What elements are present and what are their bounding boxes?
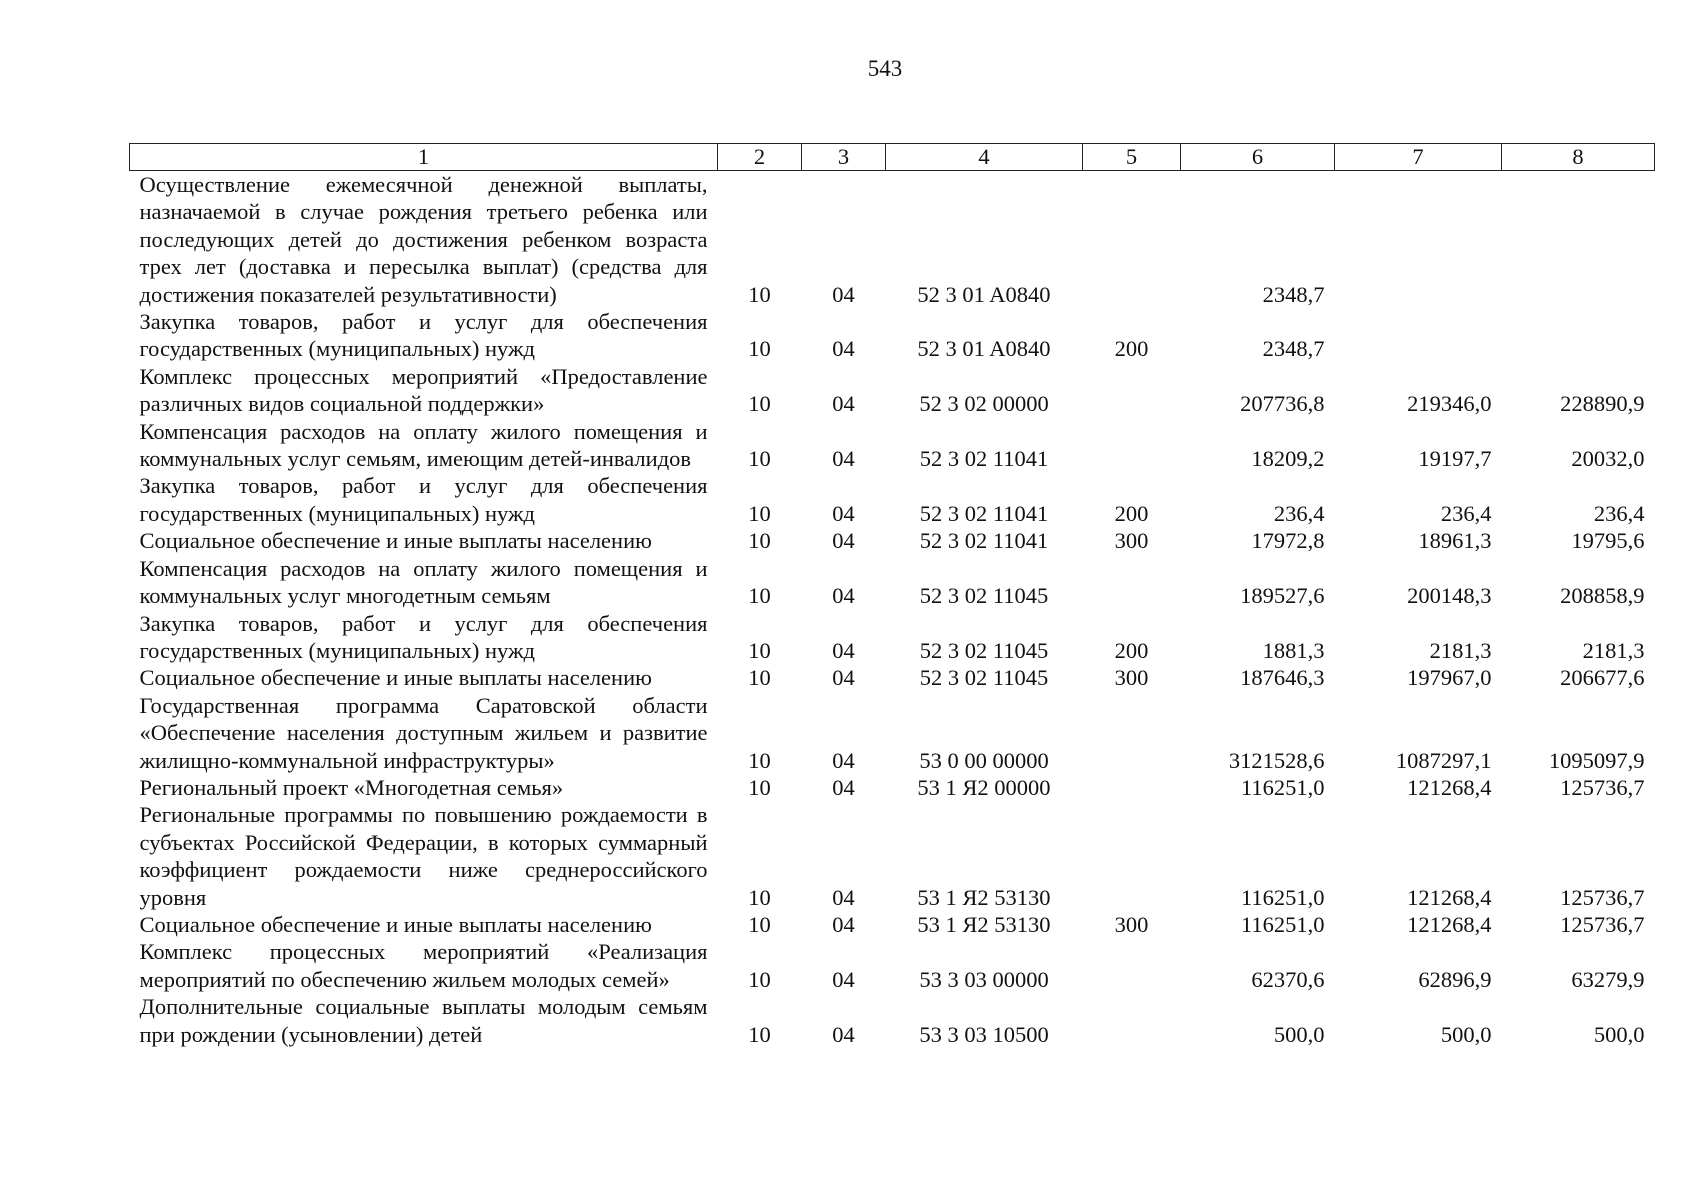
amount-cell-col6: 207736,8 (1240, 391, 1325, 417)
expense-type-cell (1083, 555, 1181, 610)
target-article-cell: 52 3 02 11041 (919, 528, 1049, 554)
row-name-cell: Компенсация расходов на оплату жилого помещения и коммунальных услуг многодетным семьям (139, 555, 708, 609)
amount-cell-col6: 116251,0 (1240, 911, 1325, 937)
subsection-code-cell: 04 (832, 391, 855, 417)
amount-cell-col6: 3121528,6 (1228, 747, 1325, 773)
section-code-cell: 10 (748, 637, 771, 663)
amount-cell-col6: 189527,6 (1240, 583, 1325, 609)
amount-cell-col7: 236,4 (1440, 500, 1492, 526)
amount-cell-col8: 20032,0 (1571, 446, 1645, 472)
amount-cell-col8: 2181,3 (1582, 637, 1645, 663)
expense-type-cell: 300 (1114, 528, 1149, 554)
expense-type-cell (1083, 692, 1181, 774)
section-code-cell: 10 (748, 747, 771, 773)
table-row (130, 610, 1655, 665)
target-article-cell: 52 3 01 A0840 (917, 336, 1051, 362)
table-row (130, 911, 1655, 938)
table-row (130, 527, 1655, 554)
expense-type-cell: 200 (1114, 500, 1149, 526)
target-article-cell: 53 3 03 00000 (919, 966, 1049, 992)
column-header: 2 (718, 144, 802, 171)
section-code-cell: 10 (748, 774, 771, 800)
amount-cell-col6: 187646,3 (1240, 665, 1325, 691)
row-name-cell: Региональный проект «Многодетная семья» (139, 774, 564, 800)
expense-type-cell (1083, 363, 1181, 418)
column-header: 7 (1335, 144, 1502, 171)
table-row (130, 308, 1655, 363)
amount-cell-col6: 2348,7 (1262, 281, 1325, 307)
expense-type-cell: 200 (1114, 637, 1149, 663)
table-row (130, 472, 1655, 527)
amount-cell-col6: 116251,0 (1240, 884, 1325, 910)
amount-cell-col7: 19197,7 (1418, 446, 1492, 472)
target-article-cell: 52 3 01 A0840 (917, 281, 1051, 307)
row-name-cell: Осуществление ежемесячной денежной выплаты, назначаемой в случае рождения третьего ребенка или последующих детей до достижения ребенком возраста трех лет (доставка и пересылка выплат) (средства для достижения показателей результативности) (139, 172, 708, 307)
amount-cell-col7: 1087297,1 (1395, 747, 1492, 773)
table-row (130, 555, 1655, 610)
table-row (130, 171, 1655, 309)
section-code-cell: 10 (748, 665, 771, 691)
page-number: 543 (867, 56, 903, 81)
amount-cell-col8: 236,4 (1593, 500, 1645, 526)
row-name-cell: Региональные программы по повышению рождаемости в субъектах Российской Федерации, в которых суммарный коэффициент рождаемости ниже среднероссийского уровня (139, 802, 708, 910)
row-name-cell: Закупка товаров, работ и услуг для обеспечения государственных (муниципальных) нужд (139, 309, 708, 362)
amount-cell-col8: 125736,7 (1560, 774, 1645, 800)
section-code-cell: 10 (748, 336, 771, 362)
amount-cell-col7: 121268,4 (1407, 911, 1492, 937)
row-name-cell: Компенсация расходов на оплату жилого помещения и коммунальных услуг семьям, имеющим детей-инвалидов (139, 418, 708, 472)
column-header: 3 (802, 144, 886, 171)
amount-cell-col6: 236,4 (1273, 500, 1325, 526)
target-article-cell: 52 3 02 00000 (919, 391, 1049, 417)
expense-type-cell: 300 (1114, 665, 1149, 691)
expense-type-cell: 200 (1114, 336, 1149, 362)
table-row (130, 418, 1655, 473)
header-row (130, 144, 1655, 171)
amount-cell-col8: 125736,7 (1560, 911, 1645, 937)
amount-cell-col8 (1502, 308, 1655, 363)
subsection-code-cell: 04 (832, 637, 855, 663)
target-article-cell: 53 0 00 00000 (919, 747, 1049, 773)
section-code-cell: 10 (748, 966, 771, 992)
subsection-code-cell: 04 (832, 911, 855, 937)
target-article-cell: 52 3 02 11045 (919, 583, 1049, 609)
amount-cell-col8: 1095097,9 (1548, 747, 1645, 773)
expense-type-cell (1083, 938, 1181, 993)
target-article-cell: 52 3 02 11041 (919, 500, 1049, 526)
section-code-cell: 10 (748, 1021, 771, 1047)
target-article-cell: 53 1 Я2 53130 (917, 884, 1051, 910)
amount-cell-col8: 500,0 (1593, 1021, 1645, 1047)
expense-type-cell (1083, 774, 1181, 801)
table-row (130, 801, 1655, 911)
amount-cell-col7: 197967,0 (1407, 665, 1492, 691)
subsection-code-cell: 04 (832, 583, 855, 609)
row-name-cell: Социальное обеспечение и иные выплаты населению (139, 528, 652, 554)
amount-cell-col7: 18961,3 (1418, 528, 1492, 554)
subsection-code-cell: 04 (832, 336, 855, 362)
amount-cell-col6: 1881,3 (1262, 637, 1325, 663)
amount-cell-col6: 62370,6 (1251, 966, 1325, 992)
subsection-code-cell: 04 (832, 500, 855, 526)
section-code-cell: 10 (748, 500, 771, 526)
amount-cell-col7: 200148,3 (1407, 583, 1492, 609)
section-code-cell: 10 (748, 281, 771, 307)
table-row (130, 692, 1655, 774)
row-name-cell: Государственная программа Саратовской области «Обеспечение населения доступным жильем и развитие жилищно-коммунальной инфраструктуры» (139, 692, 708, 773)
amount-cell-col7 (1335, 308, 1502, 363)
target-article-cell: 53 3 03 10500 (919, 1021, 1049, 1047)
subsection-code-cell: 04 (832, 528, 855, 554)
expense-type-cell (1083, 801, 1181, 911)
target-article-cell: 52 3 02 11041 (919, 446, 1049, 472)
section-code-cell: 10 (748, 528, 771, 554)
amount-cell-col7: 2181,3 (1429, 637, 1492, 663)
expense-type-cell (1083, 171, 1181, 309)
expense-type-cell: 300 (1114, 911, 1149, 937)
target-article-cell: 53 1 Я2 53130 (917, 911, 1051, 937)
row-name-cell: Комплекс процессных мероприятий «Предоставление различных видов социальной поддержки» (139, 363, 708, 417)
amount-cell-col8 (1502, 171, 1655, 309)
expense-type-cell (1083, 418, 1181, 473)
section-code-cell: 10 (748, 884, 771, 910)
amount-cell-col7: 62896,9 (1418, 966, 1492, 992)
amount-cell-col8: 208858,9 (1560, 583, 1645, 609)
table-body (130, 171, 1655, 1049)
section-code-cell: 10 (748, 446, 771, 472)
row-name-cell: Закупка товаров, работ и услуг для обеспечения государственных (муниципальных) нужд (139, 473, 708, 526)
amount-cell-col7 (1335, 171, 1502, 309)
subsection-code-cell: 04 (832, 665, 855, 691)
amount-cell-col7: 121268,4 (1407, 774, 1492, 800)
subsection-code-cell: 04 (832, 966, 855, 992)
section-code-cell: 10 (748, 391, 771, 417)
amount-cell-col8: 63279,9 (1571, 966, 1645, 992)
amount-cell-col6: 500,0 (1273, 1021, 1325, 1047)
amount-cell-col6: 18209,2 (1251, 446, 1325, 472)
column-header: 6 (1181, 144, 1335, 171)
target-article-cell: 52 3 02 11045 (919, 637, 1049, 663)
column-header: 1 (130, 144, 718, 171)
table-row (130, 938, 1655, 993)
amount-cell-col6: 2348,7 (1262, 336, 1325, 362)
column-header: 8 (1502, 144, 1655, 171)
budget-table (129, 143, 1655, 1048)
column-header: 5 (1083, 144, 1181, 171)
column-header: 4 (886, 144, 1083, 171)
amount-cell-col8: 19795,6 (1571, 528, 1645, 554)
table-row (130, 774, 1655, 801)
row-name-cell: Дополнительные социальные выплаты молодым семьям при рождении (усыновлении) детей (139, 994, 708, 1047)
subsection-code-cell: 04 (832, 446, 855, 472)
target-article-cell: 52 3 02 11045 (919, 665, 1049, 691)
subsection-code-cell: 04 (832, 281, 855, 307)
expense-type-cell (1083, 993, 1181, 1048)
amount-cell-col8: 228890,9 (1560, 391, 1645, 417)
amount-cell-col7: 121268,4 (1407, 884, 1492, 910)
row-name-cell: Социальное обеспечение и иные выплаты населению (139, 911, 652, 937)
row-name-cell: Социальное обеспечение и иные выплаты населению (139, 665, 652, 691)
section-code-cell: 10 (748, 583, 771, 609)
row-name-cell: Закупка товаров, работ и услуг для обеспечения государственных (муниципальных) нужд (139, 610, 708, 663)
subsection-code-cell: 04 (832, 884, 855, 910)
table-row (130, 993, 1655, 1048)
subsection-code-cell: 04 (832, 774, 855, 800)
amount-cell-col6: 116251,0 (1240, 774, 1325, 800)
subsection-code-cell: 04 (832, 1021, 855, 1047)
amount-cell-col7: 219346,0 (1407, 391, 1492, 417)
row-name-cell: Комплекс процессных мероприятий «Реализация мероприятий по обеспечению жильем молодых семей» (139, 939, 708, 992)
table-row (130, 363, 1655, 418)
amount-cell-col7: 500,0 (1440, 1021, 1492, 1047)
amount-cell-col6: 17972,8 (1251, 528, 1325, 554)
subsection-code-cell: 04 (832, 747, 855, 773)
section-code-cell: 10 (748, 911, 771, 937)
table-row (130, 664, 1655, 691)
target-article-cell: 53 1 Я2 00000 (917, 774, 1051, 800)
amount-cell-col8: 125736,7 (1560, 884, 1645, 910)
amount-cell-col8: 206677,6 (1560, 665, 1645, 691)
